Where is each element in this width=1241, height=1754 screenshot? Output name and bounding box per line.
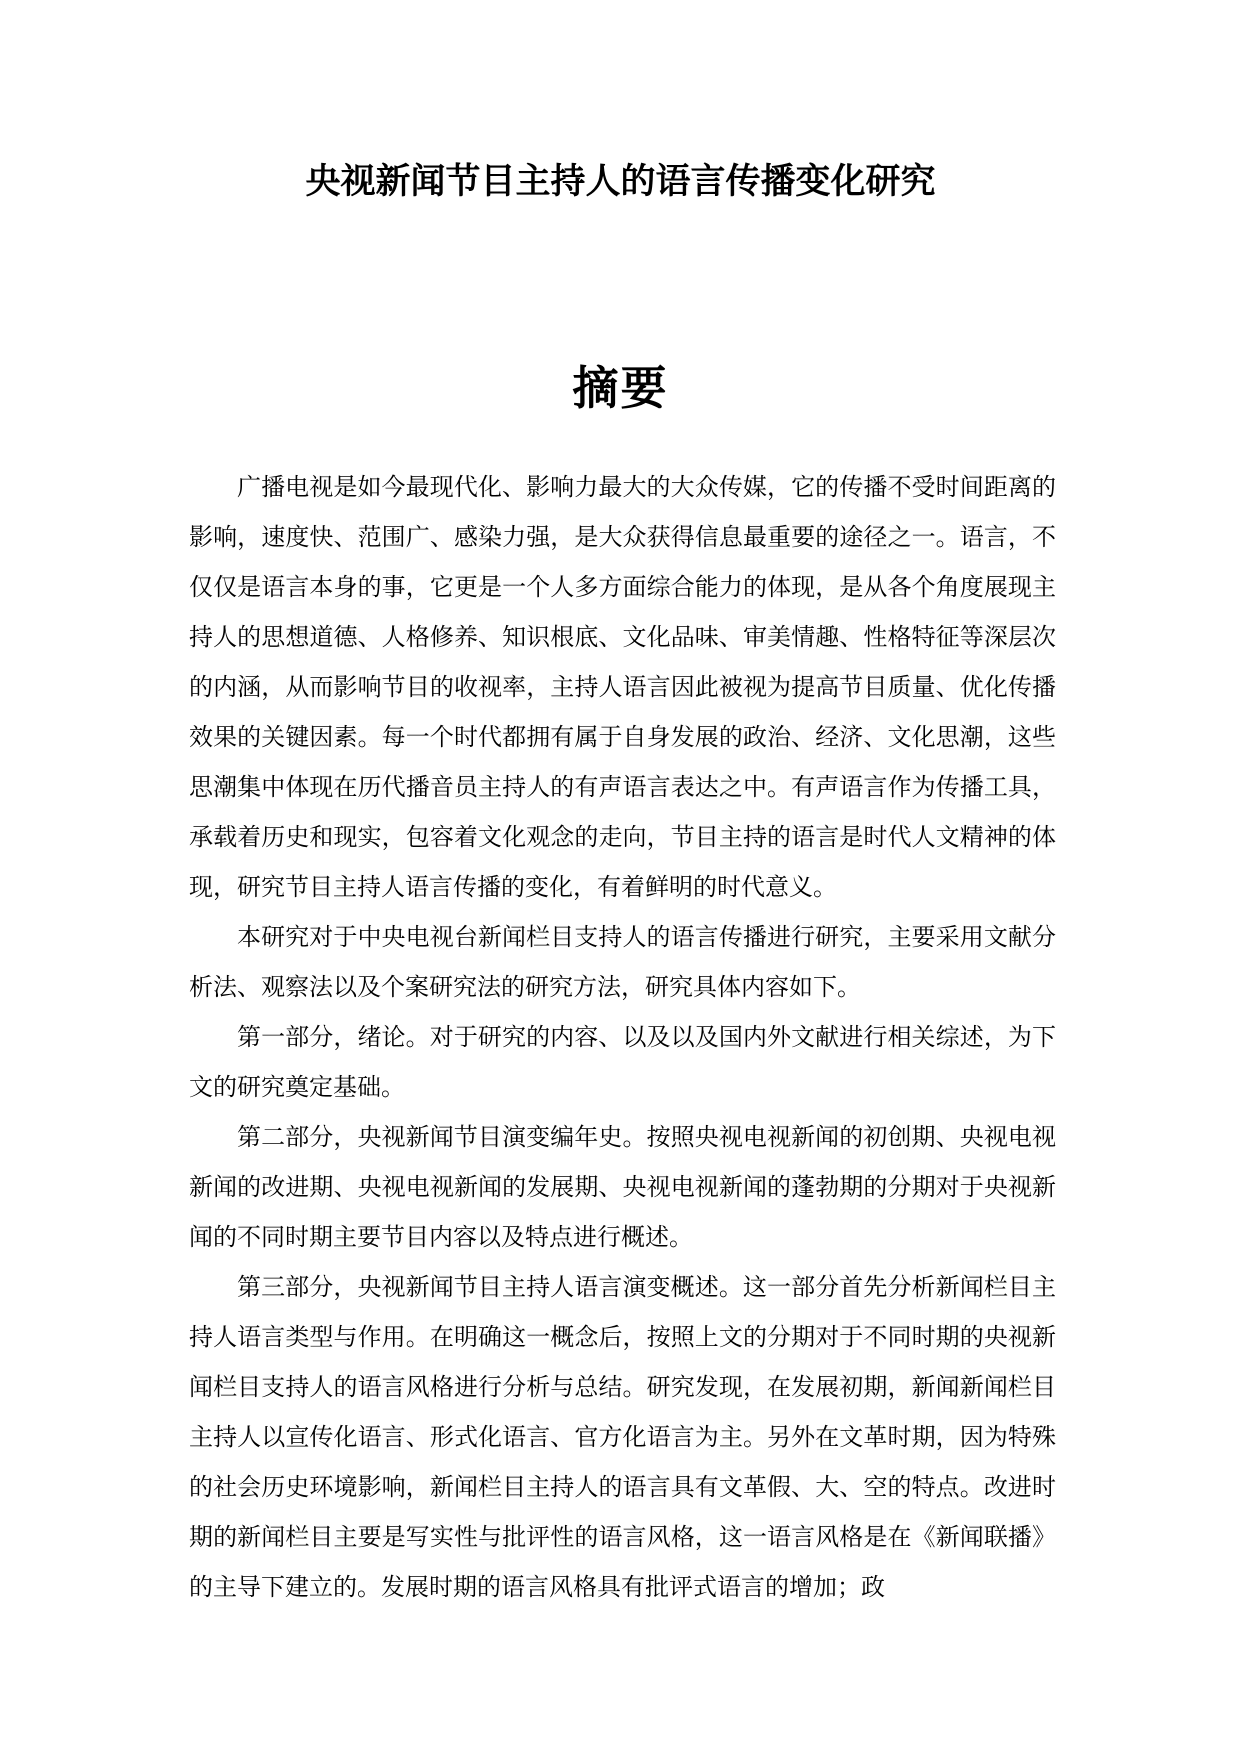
paragraph-4: 第二部分，央视新闻节目演变编年史。按照央视电视新闻的初创期、央视电视新闻的改进期、央视电视新闻的发展期、央视电视新闻的蓬勃期的分期对于央视新闻的不同时期主要节目内容以及特点进行概述。 [189, 1123, 1056, 1251]
document-title: 央视新闻节目主持人的语言传播变化研究 [305, 161, 936, 202]
paragraph-1: 广播电视是如今最现代化、影响力最大的大众传媒，它的传播不受时间距离的影响，速度快、范围广、感染力强，是大众获得信息最重要的途径之一。语言，不仅仅是语言本身的事，它更是一个人多方面综合能力的体现，是从各个角度展现主持人的思想道德、人格修养、知识根底、文化品味、审美情趣、性格特征等深层次的内涵，从而影响节目的收视率，主持人语言因此被视为提高节目质量、优化传播效果的关键因素。每一个时代都拥有属于自身发展的政治、经济、文化思潮，这些思潮集中体现在历代播音员主持人的有声语言表达之中。有声语言作为传播工具，承载着历史和现实，包容着文化观念的走向，节目主持的语言是时代人文精神的体现，研究节目主持人语言传播的变化，有着鲜明的时代意义。 [189, 473, 1056, 901]
abstract-heading: 摘要 [572, 361, 669, 415]
abstract-body [189, 462, 1056, 1612]
paragraph-2: 本研究对于中央电视台新闻栏目支持人的语言传播进行研究，主要采用文献分析法、观察法以及个案研究法的研究方法，研究具体内容如下。 [189, 923, 1056, 1001]
paragraph-5: 第三部分，央视新闻节目主持人语言演变概述。这一部分首先分析新闻栏目主持人语言类型与作用。在明确这一概念后，按照上文的分期对于不同时期的央视新闻栏目支持人的语言风格进行分析与总结。研究发现，在发展初期，新闻新闻栏目主持人以宣传化语言、形式化语言、官方化语言为主。另外在文革时期，因为特殊的社会历史环境影响，新闻栏目主持人的语言具有文革假、大、空的特点。改进时期的新闻栏目主要是写实性与批评性的语言风格，这一语言风格是在《新闻联播》的主导下建立的。发展时期的语言风格具有批评式语言的增加；政 [189, 1273, 1056, 1601]
paragraph-3: 第一部分，绪论。对于研究的内容、以及以及国内外文献进行相关综述，为下文的研究奠定基础。 [189, 1023, 1056, 1101]
